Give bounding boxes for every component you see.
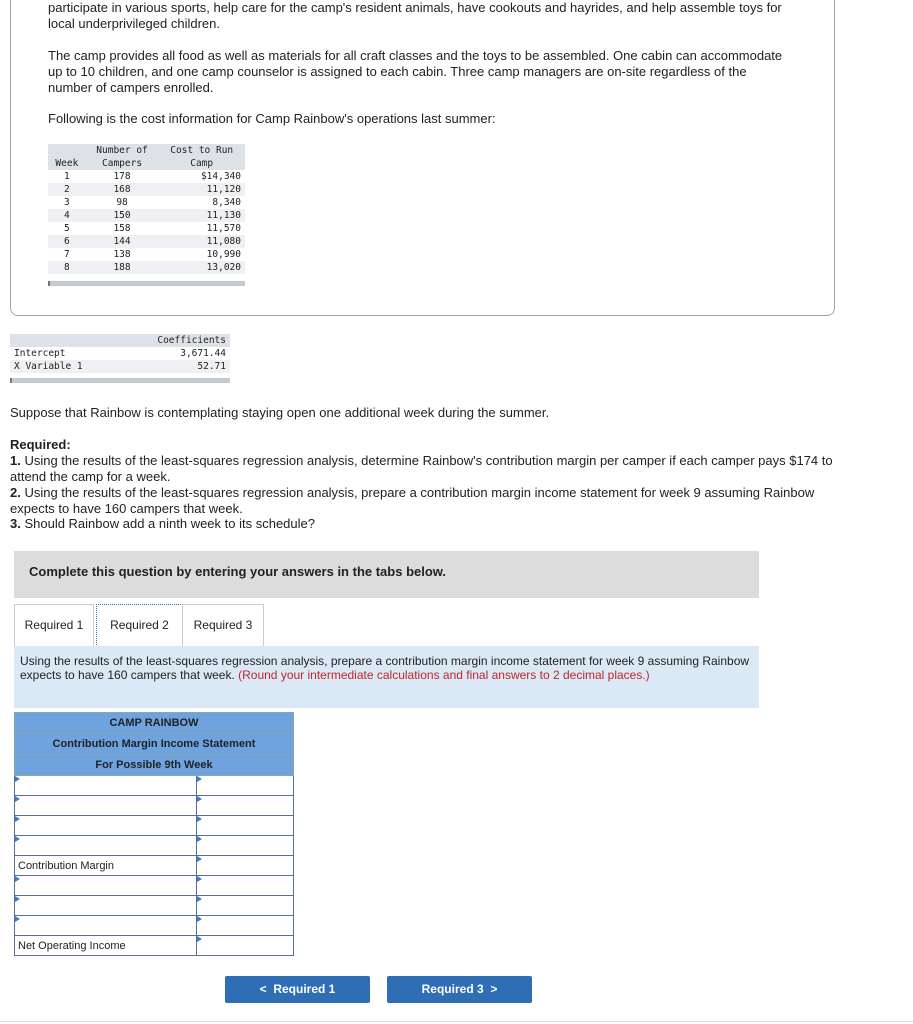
col-header: Campers xyxy=(86,157,159,170)
table-row xyxy=(48,235,245,248)
campers-cell: 158 xyxy=(113,223,131,234)
input-marker-icon xyxy=(197,856,202,862)
input-marker-icon xyxy=(197,916,202,922)
campers-cell: 144 xyxy=(86,235,159,248)
net-operating-income-label: Net Operating Income xyxy=(15,936,197,956)
line-item-select[interactable] xyxy=(15,816,196,835)
table-row xyxy=(48,209,245,222)
table-row xyxy=(48,222,245,235)
line-item-select[interactable] xyxy=(15,776,196,795)
campers-cell: 150 xyxy=(86,209,159,222)
dropdown-marker-icon xyxy=(15,796,20,802)
row-value: 3,671.44 xyxy=(180,348,226,359)
week-cell: 8 xyxy=(48,261,86,274)
cost-cell: 10,990 xyxy=(206,249,241,260)
campers-cell: 98 xyxy=(116,197,128,208)
req-number: 1. xyxy=(10,453,21,468)
cost-cell: $14,340 xyxy=(200,171,241,182)
amount-input[interactable] xyxy=(197,776,293,795)
statement-row xyxy=(15,796,294,816)
chevron-right-icon: > xyxy=(483,982,498,996)
chevron-left-icon: < xyxy=(259,982,274,996)
input-marker-icon xyxy=(197,936,202,942)
amount-input[interactable] xyxy=(197,796,293,815)
requirement-3 xyxy=(10,516,840,532)
cost-cell: 11,080 xyxy=(158,235,245,248)
week-cell: 6 xyxy=(48,235,86,248)
campers-cell: 188 xyxy=(86,261,159,274)
statement-row xyxy=(15,896,294,916)
table-row xyxy=(48,261,245,274)
week-cell: 2 xyxy=(48,183,86,196)
input-marker-icon xyxy=(197,796,202,802)
prev-required-1-button[interactable] xyxy=(225,976,370,1003)
req-number: 2. xyxy=(10,485,21,500)
campers-cell: 138 xyxy=(113,249,131,260)
amount-input[interactable] xyxy=(197,856,293,875)
cost-cell: 11,130 xyxy=(158,209,245,222)
row-label: Intercept xyxy=(14,348,66,359)
statement-row xyxy=(15,816,294,836)
statement-period: For Possible 9th Week xyxy=(15,755,294,776)
intro-paragraph-1: participate in various sports, help care for the camp's resident animals, have cookouts and hayrides, and help assemble toys for local underprivileged children. xyxy=(48,0,782,31)
rounding-note: (Round your intermediate calculations and final answers to 2 decimal places.) xyxy=(238,668,650,682)
statement-row xyxy=(15,876,294,896)
table-row xyxy=(48,196,245,209)
regression-table xyxy=(10,334,230,373)
amount-input[interactable] xyxy=(197,836,293,855)
statement-row xyxy=(15,916,294,936)
dropdown-marker-icon xyxy=(15,876,20,882)
intro-paragraph-3: Following is the cost information for Camp Rainbow's operations last summer: xyxy=(48,111,496,126)
contribution-margin-label: Contribution Margin xyxy=(15,856,197,876)
line-item-select[interactable] xyxy=(15,876,196,895)
row-value: 52.71 xyxy=(120,360,230,373)
cost-cell: 11,120 xyxy=(158,183,245,196)
dropdown-marker-icon xyxy=(15,916,20,922)
input-marker-icon xyxy=(197,876,202,882)
tab-required-2[interactable]: Required 2 xyxy=(96,604,183,647)
table-footer-bar xyxy=(48,281,245,286)
tab-required-3[interactable]: Required 3 xyxy=(182,604,264,647)
col-header: Cost to Run xyxy=(158,144,245,157)
campers-cell: 168 xyxy=(86,183,159,196)
table-footer-bar xyxy=(10,378,230,383)
week-cell: 4 xyxy=(48,209,86,222)
col-header: Week xyxy=(48,157,86,170)
row-label: X Variable 1 xyxy=(10,360,120,373)
input-marker-icon xyxy=(197,776,202,782)
req-text: Using the results of the least-squares regression analysis, prepare a contribution margin income statement for week 9 assuming Rainbow expects to have 160 campers that week. xyxy=(10,485,815,516)
input-marker-icon xyxy=(197,816,202,822)
prev-label: Required 1 xyxy=(273,982,336,996)
banner-text: Complete this question by entering your answers in the tabs below. xyxy=(29,564,447,579)
table-row xyxy=(48,170,245,183)
statement-row xyxy=(15,836,294,856)
statement-subtitle: Contribution Margin Income Statement xyxy=(15,734,294,755)
input-marker-icon xyxy=(197,836,202,842)
amount-input[interactable] xyxy=(197,936,293,955)
requirement-1 xyxy=(10,453,840,485)
dropdown-marker-icon xyxy=(15,776,20,782)
statement-row xyxy=(15,856,294,876)
col-header: Number of xyxy=(86,144,159,157)
income-statement xyxy=(14,712,294,956)
dropdown-marker-icon xyxy=(15,896,20,902)
week-cell: 7 xyxy=(63,249,70,260)
dropdown-marker-icon xyxy=(15,836,20,842)
dropdown-marker-icon xyxy=(15,816,20,822)
req-text: Should Rainbow add a ninth week to its schedule? xyxy=(20,516,315,531)
table-row xyxy=(48,248,245,261)
next-required-3-button[interactable] xyxy=(387,976,532,1003)
cost-table xyxy=(48,144,245,274)
intro-paragraph-2: The camp provides all food as well as materials for all craft classes and the toys to be assembled. One cabin can accommodate up to 10 children, and one camp counselor is assigned to each cabin. Three camp managers are on-site regardless of the number of campers enrolled. xyxy=(48,48,783,95)
week-cell: 1 xyxy=(63,171,70,182)
amount-input[interactable] xyxy=(197,816,293,835)
instruction-box xyxy=(14,646,759,708)
instruction-text: Using the results of the least-squares regression analysis, prepare a contribution margin income statement for week 9 assuming Rainbow expects to have 160 campers that week. xyxy=(20,654,750,682)
next-label: Required 3 xyxy=(421,982,484,996)
amount-input[interactable] xyxy=(197,916,293,935)
cost-cell: 11,570 xyxy=(206,223,241,234)
requirement-2 xyxy=(10,485,840,517)
required-heading: Required: xyxy=(10,437,71,452)
col-header: Camp xyxy=(158,157,245,170)
amount-input[interactable] xyxy=(197,896,293,915)
table-row xyxy=(48,183,245,196)
cost-cell: 8,340 xyxy=(212,197,241,208)
tab-required-1[interactable]: Required 1 xyxy=(14,604,94,647)
line-item-select[interactable] xyxy=(15,796,196,815)
req-text: Using the results of the least-squares regression analysis, determine Rainbow's contribution margin per camper if each camper pays $174 to attend the camp for a week. xyxy=(10,453,833,484)
statement-row xyxy=(15,776,294,796)
line-item-select[interactable] xyxy=(15,916,196,935)
line-item-select[interactable] xyxy=(15,896,196,915)
divider xyxy=(0,1021,913,1022)
campers-cell: 178 xyxy=(113,171,131,182)
complete-banner xyxy=(14,551,759,598)
statement-title: CAMP RAINBOW xyxy=(15,713,294,734)
col-header: Coefficients xyxy=(120,334,230,347)
line-item-select[interactable] xyxy=(15,836,196,855)
amount-input[interactable] xyxy=(197,876,293,895)
week-cell: 5 xyxy=(63,223,70,234)
req-number: 3. xyxy=(10,516,21,531)
week-cell: 3 xyxy=(63,197,70,208)
statement-row xyxy=(15,936,294,956)
input-marker-icon xyxy=(197,896,202,902)
cost-cell: 13,020 xyxy=(158,261,245,274)
suppose-text: Suppose that Rainbow is contemplating staying open one additional week during the summer. xyxy=(10,405,550,420)
